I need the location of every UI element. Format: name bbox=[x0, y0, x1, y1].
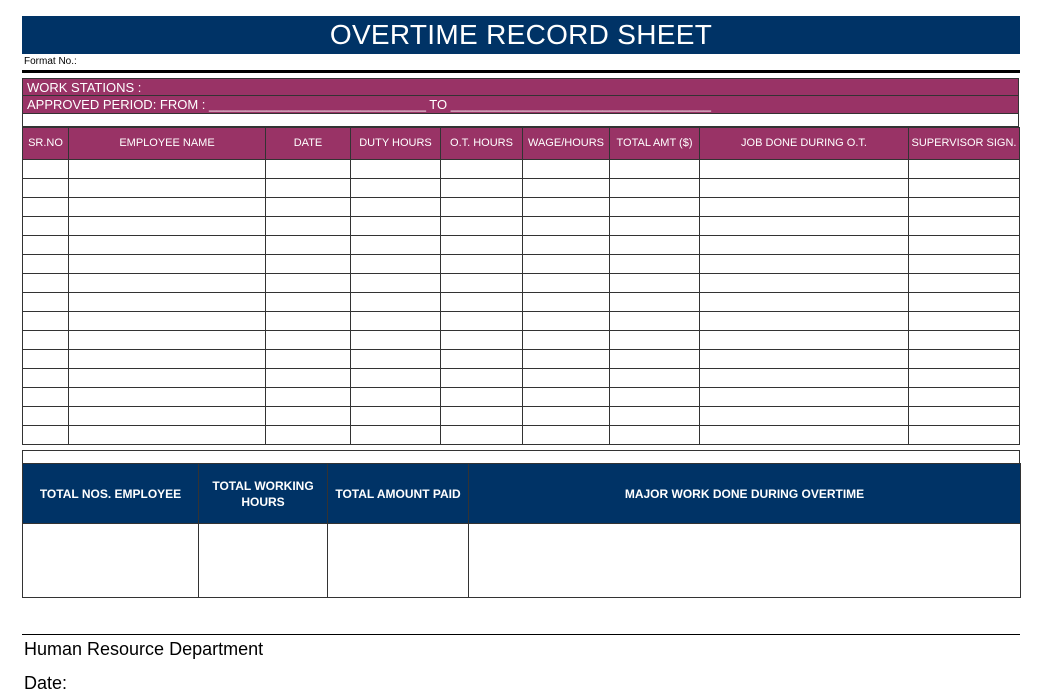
footer-date-label: Date: bbox=[24, 673, 68, 693]
table-cell[interactable] bbox=[909, 217, 1020, 236]
table-cell[interactable] bbox=[441, 312, 523, 331]
col-date: DATE bbox=[266, 128, 351, 160]
table-cell[interactable] bbox=[351, 179, 441, 198]
table-cell[interactable] bbox=[351, 274, 441, 293]
table-cell[interactable] bbox=[610, 388, 700, 407]
overtime-record-table bbox=[22, 127, 1020, 445]
table-cell[interactable] bbox=[909, 198, 1020, 217]
table-cell[interactable] bbox=[909, 369, 1020, 388]
table-cell[interactable] bbox=[700, 179, 909, 198]
table-cell[interactable] bbox=[69, 160, 266, 179]
table-cell[interactable] bbox=[266, 426, 351, 445]
table-cell[interactable] bbox=[351, 198, 441, 217]
table-cell[interactable] bbox=[523, 236, 610, 255]
table-cell[interactable] bbox=[610, 350, 700, 369]
approved-period-row[interactable]: APPROVED PERIOD: FROM : ______________________________ TO ____________________________________ bbox=[22, 96, 1019, 114]
table-cell[interactable] bbox=[23, 217, 69, 236]
table-cell[interactable] bbox=[69, 312, 266, 331]
record-table-body bbox=[23, 160, 1020, 445]
header-spacer bbox=[22, 114, 1019, 127]
table-cell[interactable] bbox=[23, 331, 69, 350]
table-cell[interactable] bbox=[700, 255, 909, 274]
table-cell[interactable] bbox=[441, 388, 523, 407]
summary-spacer bbox=[22, 450, 1020, 464]
table-cell[interactable] bbox=[23, 407, 69, 426]
table-cell[interactable] bbox=[909, 426, 1020, 445]
table-cell[interactable] bbox=[69, 179, 266, 198]
col-job-done: JOB DONE DURING O.T. bbox=[700, 128, 909, 160]
table-cell[interactable] bbox=[700, 160, 909, 179]
table-row bbox=[23, 369, 1020, 388]
col-duty-hours: DUTY HOURS bbox=[351, 128, 441, 160]
footer-divider bbox=[22, 634, 1020, 635]
table-cell[interactable] bbox=[909, 312, 1020, 331]
table-row bbox=[23, 331, 1020, 350]
table-cell[interactable] bbox=[523, 388, 610, 407]
table-cell[interactable] bbox=[69, 236, 266, 255]
table-cell[interactable] bbox=[909, 179, 1020, 198]
table-cell[interactable] bbox=[523, 312, 610, 331]
table-cell[interactable] bbox=[351, 312, 441, 331]
table-cell[interactable] bbox=[351, 255, 441, 274]
table-cell[interactable] bbox=[610, 369, 700, 388]
title-divider bbox=[22, 70, 1020, 73]
table-cell[interactable] bbox=[523, 198, 610, 217]
table-cell[interactable] bbox=[23, 293, 69, 312]
table-cell[interactable] bbox=[266, 369, 351, 388]
table-row bbox=[23, 388, 1020, 407]
table-cell[interactable] bbox=[23, 160, 69, 179]
table-cell[interactable] bbox=[610, 255, 700, 274]
table-cell[interactable] bbox=[69, 255, 266, 274]
table-cell[interactable] bbox=[23, 255, 69, 274]
table-cell[interactable] bbox=[700, 198, 909, 217]
table-cell[interactable] bbox=[610, 407, 700, 426]
table-cell[interactable] bbox=[69, 350, 266, 369]
table-cell[interactable] bbox=[351, 388, 441, 407]
table-cell[interactable] bbox=[441, 179, 523, 198]
table-cell[interactable] bbox=[351, 426, 441, 445]
table-cell[interactable] bbox=[23, 350, 69, 369]
table-cell[interactable] bbox=[523, 407, 610, 426]
table-row bbox=[23, 160, 1020, 179]
overtime-summary-table bbox=[22, 463, 1021, 598]
table-row bbox=[23, 179, 1020, 198]
table-cell[interactable] bbox=[610, 236, 700, 255]
table-cell[interactable] bbox=[69, 217, 266, 236]
table-cell[interactable] bbox=[523, 274, 610, 293]
table-cell[interactable] bbox=[700, 236, 909, 255]
table-row bbox=[23, 312, 1020, 331]
table-cell[interactable] bbox=[610, 274, 700, 293]
record-header-row bbox=[23, 128, 1020, 160]
table-cell[interactable] bbox=[441, 331, 523, 350]
table-cell[interactable] bbox=[523, 369, 610, 388]
table-cell[interactable] bbox=[909, 407, 1020, 426]
table-cell[interactable] bbox=[69, 369, 266, 388]
table-cell[interactable] bbox=[610, 426, 700, 445]
table-row bbox=[23, 293, 1020, 312]
table-cell[interactable] bbox=[266, 350, 351, 369]
table-cell[interactable] bbox=[441, 426, 523, 445]
table-row bbox=[23, 255, 1020, 274]
table-cell[interactable] bbox=[351, 293, 441, 312]
table-cell[interactable] bbox=[700, 426, 909, 445]
table-cell[interactable] bbox=[523, 293, 610, 312]
table-cell[interactable] bbox=[909, 274, 1020, 293]
table-cell[interactable] bbox=[441, 293, 523, 312]
table-cell[interactable] bbox=[351, 369, 441, 388]
table-cell[interactable] bbox=[69, 426, 266, 445]
table-cell[interactable] bbox=[610, 179, 700, 198]
table-cell[interactable] bbox=[700, 369, 909, 388]
table-cell[interactable] bbox=[351, 217, 441, 236]
table-cell[interactable] bbox=[700, 312, 909, 331]
table-row bbox=[23, 236, 1020, 255]
table-cell[interactable] bbox=[523, 426, 610, 445]
table-cell[interactable] bbox=[523, 160, 610, 179]
table-cell[interactable] bbox=[266, 388, 351, 407]
table-cell[interactable] bbox=[700, 407, 909, 426]
table-cell[interactable] bbox=[441, 160, 523, 179]
table-cell[interactable] bbox=[523, 255, 610, 274]
summary-total-amount-paid: TOTAL AMOUNT PAID bbox=[328, 464, 469, 524]
table-cell[interactable] bbox=[700, 331, 909, 350]
table-cell[interactable] bbox=[23, 198, 69, 217]
table-cell[interactable] bbox=[266, 217, 351, 236]
table-cell[interactable] bbox=[610, 198, 700, 217]
table-cell[interactable] bbox=[266, 236, 351, 255]
table-cell[interactable] bbox=[523, 179, 610, 198]
table-cell[interactable] bbox=[610, 217, 700, 236]
table-cell[interactable] bbox=[23, 388, 69, 407]
table-cell[interactable] bbox=[266, 293, 351, 312]
table-row bbox=[23, 407, 1020, 426]
table-cell[interactable] bbox=[441, 236, 523, 255]
sheet-title: OVERTIME RECORD SHEET bbox=[22, 16, 1020, 54]
table-cell[interactable] bbox=[909, 236, 1020, 255]
col-supervisor-sign: SUPERVISOR SIGN. bbox=[909, 128, 1020, 160]
col-ot-hours: O.T. HOURS bbox=[441, 128, 523, 160]
table-cell[interactable] bbox=[351, 407, 441, 426]
table-cell[interactable] bbox=[441, 274, 523, 293]
table-cell[interactable] bbox=[266, 274, 351, 293]
table-cell[interactable] bbox=[351, 331, 441, 350]
summary-header-row bbox=[23, 464, 1021, 524]
table-cell[interactable] bbox=[441, 198, 523, 217]
table-cell[interactable] bbox=[266, 312, 351, 331]
table-cell[interactable] bbox=[909, 160, 1020, 179]
work-stations-row[interactable]: WORK STATIONS : bbox=[22, 78, 1019, 96]
table-cell[interactable] bbox=[610, 160, 700, 179]
table-cell[interactable] bbox=[909, 350, 1020, 369]
col-total-amt: TOTAL AMT ($) bbox=[610, 128, 700, 160]
table-cell[interactable] bbox=[69, 331, 266, 350]
summary-total-working-hours: TOTAL WORKING HOURS bbox=[199, 464, 328, 524]
summary-total-employees: TOTAL NOS. EMPLOYEE bbox=[23, 464, 199, 524]
table-row bbox=[23, 274, 1020, 293]
table-cell[interactable] bbox=[700, 274, 909, 293]
table-cell[interactable] bbox=[69, 274, 266, 293]
table-cell[interactable] bbox=[23, 236, 69, 255]
summary-total-amount-paid-cell[interactable] bbox=[328, 524, 469, 598]
table-cell[interactable] bbox=[523, 350, 610, 369]
table-cell[interactable] bbox=[441, 407, 523, 426]
table-cell[interactable] bbox=[700, 388, 909, 407]
table-cell[interactable] bbox=[610, 331, 700, 350]
table-cell[interactable] bbox=[700, 217, 909, 236]
table-cell[interactable] bbox=[700, 293, 909, 312]
table-cell[interactable] bbox=[69, 407, 266, 426]
table-cell[interactable] bbox=[266, 160, 351, 179]
table-cell[interactable] bbox=[69, 388, 266, 407]
format-no-label: Format No.: bbox=[24, 56, 77, 67]
table-cell[interactable] bbox=[23, 274, 69, 293]
table-cell[interactable] bbox=[266, 255, 351, 274]
table-row bbox=[23, 198, 1020, 217]
table-cell[interactable] bbox=[266, 179, 351, 198]
table-cell[interactable] bbox=[909, 293, 1020, 312]
table-cell[interactable] bbox=[23, 312, 69, 331]
summary-major-work: MAJOR WORK DONE DURING OVERTIME bbox=[469, 464, 1021, 524]
table-cell[interactable] bbox=[266, 331, 351, 350]
table-cell[interactable] bbox=[700, 350, 909, 369]
table-cell[interactable] bbox=[69, 198, 266, 217]
table-cell[interactable] bbox=[441, 350, 523, 369]
table-cell[interactable] bbox=[351, 236, 441, 255]
table-cell[interactable] bbox=[23, 369, 69, 388]
table-cell[interactable] bbox=[441, 369, 523, 388]
table-cell[interactable] bbox=[441, 217, 523, 236]
summary-total-employees-cell[interactable] bbox=[23, 524, 199, 598]
col-sr-no: SR.NO bbox=[23, 128, 69, 160]
table-cell[interactable] bbox=[909, 331, 1020, 350]
summary-value-row bbox=[23, 524, 1021, 598]
col-wage-hours: WAGE/HOURS bbox=[523, 128, 610, 160]
table-cell[interactable] bbox=[266, 198, 351, 217]
col-employee-name: EMPLOYEE NAME bbox=[69, 128, 266, 160]
table-cell[interactable] bbox=[266, 407, 351, 426]
hr-department-label: Human Resource Department bbox=[24, 639, 264, 659]
table-cell[interactable] bbox=[351, 350, 441, 369]
table-cell[interactable] bbox=[23, 426, 69, 445]
summary-major-work-cell[interactable] bbox=[469, 524, 1021, 598]
table-cell[interactable] bbox=[441, 255, 523, 274]
table-cell[interactable] bbox=[909, 388, 1020, 407]
table-cell[interactable] bbox=[23, 179, 69, 198]
table-cell[interactable] bbox=[69, 293, 266, 312]
table-cell[interactable] bbox=[351, 160, 441, 179]
table-row bbox=[23, 426, 1020, 445]
table-cell[interactable] bbox=[909, 255, 1020, 274]
table-cell[interactable] bbox=[610, 293, 700, 312]
table-cell[interactable] bbox=[523, 217, 610, 236]
table-row bbox=[23, 217, 1020, 236]
table-row bbox=[23, 350, 1020, 369]
table-cell[interactable] bbox=[523, 331, 610, 350]
table-cell[interactable] bbox=[610, 312, 700, 331]
summary-total-working-hours-cell[interactable] bbox=[199, 524, 328, 598]
